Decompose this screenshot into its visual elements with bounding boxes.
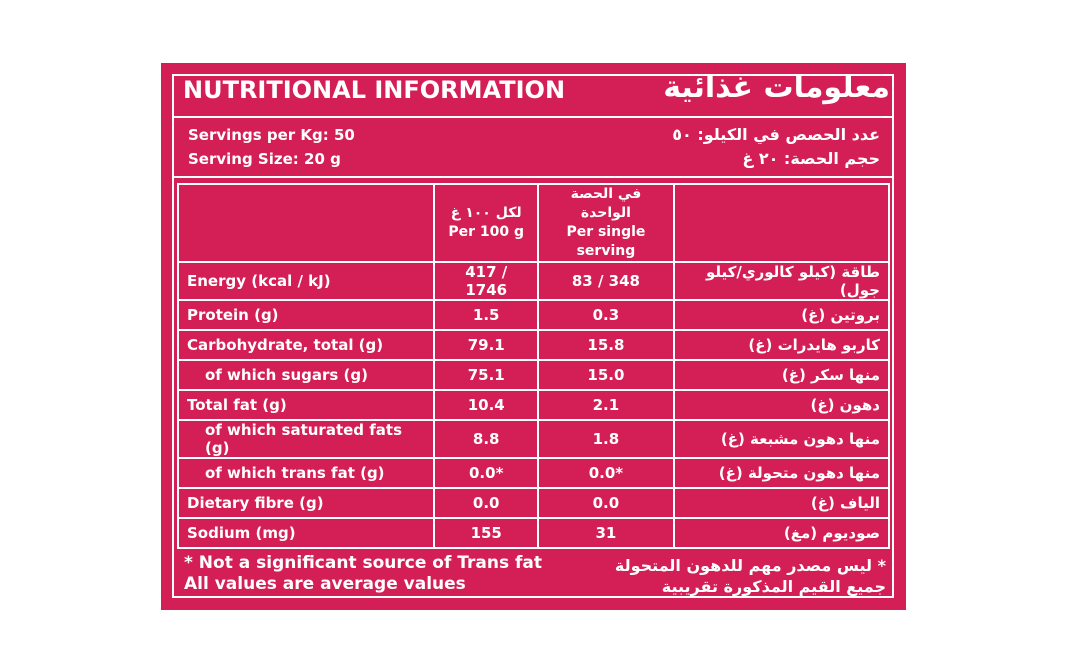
- value-per-serving: 0.0: [538, 488, 674, 518]
- nutrient-name-ar: كاربو هايدرات (غ): [674, 330, 889, 360]
- value-per-100g: 417 / 1746: [434, 262, 538, 300]
- value-per-serving: 15.8: [538, 330, 674, 360]
- value-per-serving: 0.3: [538, 300, 674, 330]
- nutrient-name-en: Dietary fibre (g): [178, 488, 434, 518]
- table-row: [178, 300, 889, 330]
- servings-per-kg-en: Servings per Kg: 50: [188, 126, 355, 144]
- header-per-serving-en: Per single serving: [566, 224, 646, 259]
- header-per-100g-ar: لكل ١٠٠ غ: [450, 205, 522, 221]
- value-per-serving: 31: [538, 518, 674, 548]
- value-per-100g: 75.1: [434, 360, 538, 390]
- header-blank-left: [178, 184, 434, 262]
- header-per-serving: [538, 184, 674, 262]
- table-row: [178, 262, 889, 300]
- footnote-trans-en: * Not a significant source of Trans fat: [184, 553, 543, 573]
- footnote-trans-ar: * ليس مصدر مهم للدهون المتحولة: [614, 556, 886, 575]
- nutrient-name-ar: صوديوم (مغ): [674, 518, 889, 548]
- table-row: [178, 420, 889, 458]
- nutrient-name-en: Total fat (g): [178, 390, 434, 420]
- table-row: [178, 458, 889, 488]
- serving-size-en: Serving Size: 20 g: [188, 150, 341, 168]
- value-per-100g: 0.0*: [434, 458, 538, 488]
- value-per-100g: 79.1: [434, 330, 538, 360]
- value-per-100g: 10.4: [434, 390, 538, 420]
- table-row: [178, 360, 889, 390]
- value-per-100g: 0.0: [434, 488, 538, 518]
- nutrient-name-en: of which trans fat (g): [178, 458, 434, 488]
- servings-per-kg-ar: عدد الحصص في الكيلو: ٥٠: [672, 125, 880, 144]
- nutrient-name-ar: الياف (غ): [674, 488, 889, 518]
- servings-divider: [172, 176, 894, 178]
- table-row: [178, 390, 889, 420]
- table-header-row: [178, 184, 889, 262]
- title-arabic: معلومات غذائية: [663, 70, 890, 105]
- title-divider: [172, 116, 894, 118]
- nutrient-name-ar: منها دهون متحولة (غ): [674, 458, 889, 488]
- nutrient-name-ar: منها دهون مشبعة (غ): [674, 420, 889, 458]
- value-per-serving: 15.0: [538, 360, 674, 390]
- table-row: [178, 330, 889, 360]
- value-per-100g: 8.8: [434, 420, 538, 458]
- table-row: [178, 518, 889, 548]
- nutrition-table: [177, 183, 890, 549]
- header-per-serving-ar: في الحصة الواحدة: [570, 186, 642, 221]
- nutrient-name-ar: منها سكر (غ): [674, 360, 889, 390]
- footnote-average-en: All values are average values: [184, 574, 466, 594]
- nutrient-name-en: Energy (kcal / kJ): [178, 262, 434, 300]
- nutrient-name-ar: بروتين (غ): [674, 300, 889, 330]
- serving-size-ar: حجم الحصة: ٢٠ غ: [742, 149, 880, 168]
- value-per-100g: 155: [434, 518, 538, 548]
- nutrient-name-ar: طاقة (كيلو كالوري/كيلو جول): [674, 262, 889, 300]
- header-blank-right: [674, 184, 889, 262]
- footnote-average-ar: جميع القيم المذكورة تقريبية: [661, 577, 886, 596]
- nutrient-name-en: Protein (g): [178, 300, 434, 330]
- value-per-serving: 2.1: [538, 390, 674, 420]
- nutrient-name-en: of which sugars (g): [178, 360, 434, 390]
- value-per-100g: 1.5: [434, 300, 538, 330]
- value-per-serving: 1.8: [538, 420, 674, 458]
- header-per-100g-en: Per 100 g: [448, 224, 525, 240]
- header-per-100g: [434, 184, 538, 262]
- value-per-serving: 83 / 348: [538, 262, 674, 300]
- title-english: NUTRITIONAL INFORMATION: [183, 76, 566, 104]
- value-per-serving: 0.0*: [538, 458, 674, 488]
- table-row: [178, 488, 889, 518]
- nutrient-name-en: Sodium (mg): [178, 518, 434, 548]
- nutrient-name-ar: دهون (غ): [674, 390, 889, 420]
- nutrient-name-en: of which saturated fats (g): [178, 420, 434, 458]
- nutrient-name-en: Carbohydrate, total (g): [178, 330, 434, 360]
